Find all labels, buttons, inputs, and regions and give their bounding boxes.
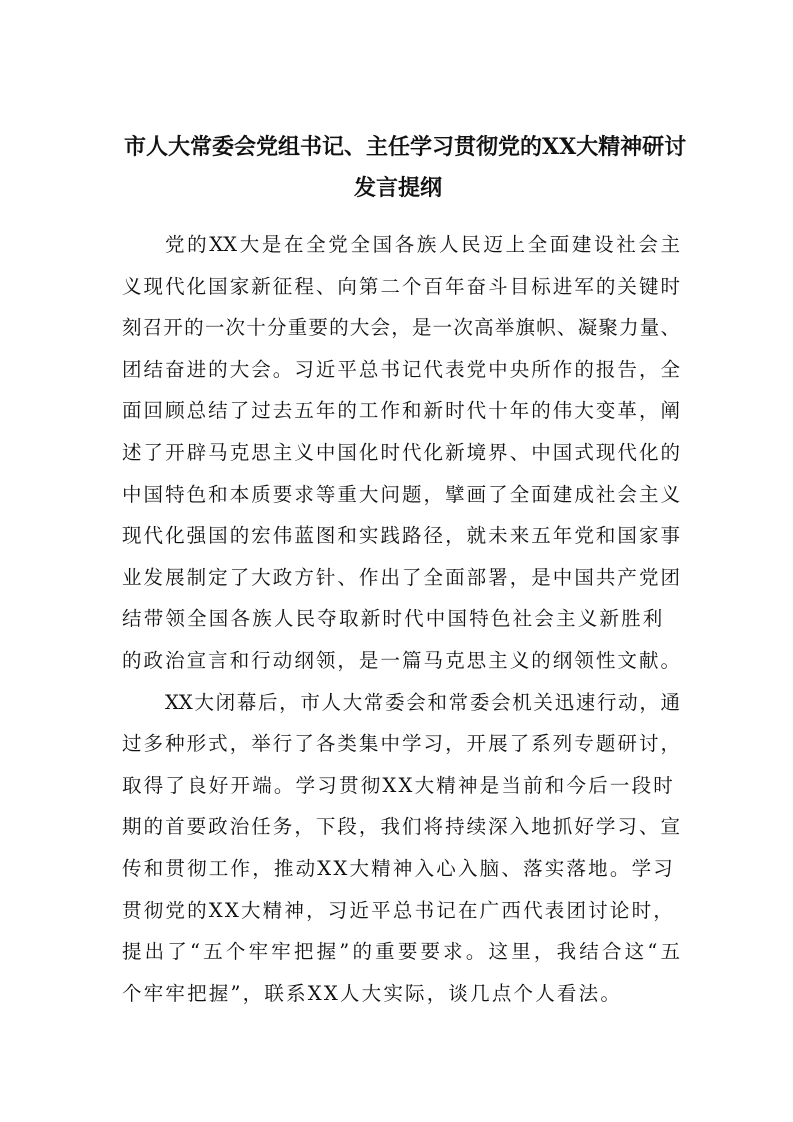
paragraph-1 <box>122 224 680 682</box>
text-line: 中国特色和本质要求等重大问题，擘画了全面建成社会主义 <box>122 482 680 506</box>
paragraph-2 <box>122 682 680 1015</box>
text-line: 贯彻党的XX大精神，习近平总书记在广西代表团讨论时， <box>122 898 675 922</box>
text-line: 的政治宣言和行动纲领，是一篇马克思主义的纲领性文献。 <box>122 648 680 672</box>
document-title-line-2: 发言提纲 <box>353 175 442 201</box>
text-line: 过多种形式，举行了各类集中学习，开展了系列专题研讨， <box>122 732 680 756</box>
text-line: XX大闭幕后，市人大常委会和常委会机关迅速行动，通 <box>165 690 680 714</box>
text-line: 述了开辟马克思主义中国化时代化新境界、中国式现代化的 <box>122 440 680 464</box>
text-line: 义现代化国家新征程、向第二个百年奋斗目标进军的关键时 <box>122 274 680 298</box>
text-line: 党的XX大是在全党全国各族人民迈上全面建设社会主 <box>165 233 680 256</box>
text-line: 取得了良好开端。学习贯彻XX大精神是当前和今后一段时 <box>122 773 675 797</box>
text-line: 团结奋进的大会。习近平总书记代表党中央所作的报告，全 <box>122 357 680 381</box>
text-line: 个牢牢把握”，联系XX人大实际，谈几点个人看法。 <box>122 981 623 1005</box>
text-line: 传和贯彻工作，推动XX大精神入心入脑、落实落地。学习 <box>122 856 675 880</box>
text-line: 业发展制定了大政方针、作出了全面部署，是中国共产党团 <box>122 565 680 589</box>
text-line: 提出了“五个牢牢把握”的重要要求。这里，我结合这“五 <box>122 940 680 964</box>
text-line: 期的首要政治任务，下段，我们将持续深入地抓好学习、宣 <box>122 815 680 839</box>
text-line: 面回顾总结了过去五年的工作和新时代十年的伟大变革，阐 <box>122 399 680 423</box>
text-line: 结带领全国各族人民夺取新时代中国特色社会主义新胜利 <box>122 607 665 631</box>
text-line: 刻召开的一次十分重要的大会，是一次高举旗帜、凝聚力量、 <box>122 316 680 340</box>
document-title-line-1: 市人大常委会党组书记、主任学习贯彻党的XX大精神研讨 <box>124 134 687 160</box>
text-line: 现代化强国的宏伟蓝图和实践路径，就未来五年党和国家事 <box>122 524 680 548</box>
document-body <box>122 224 680 1014</box>
